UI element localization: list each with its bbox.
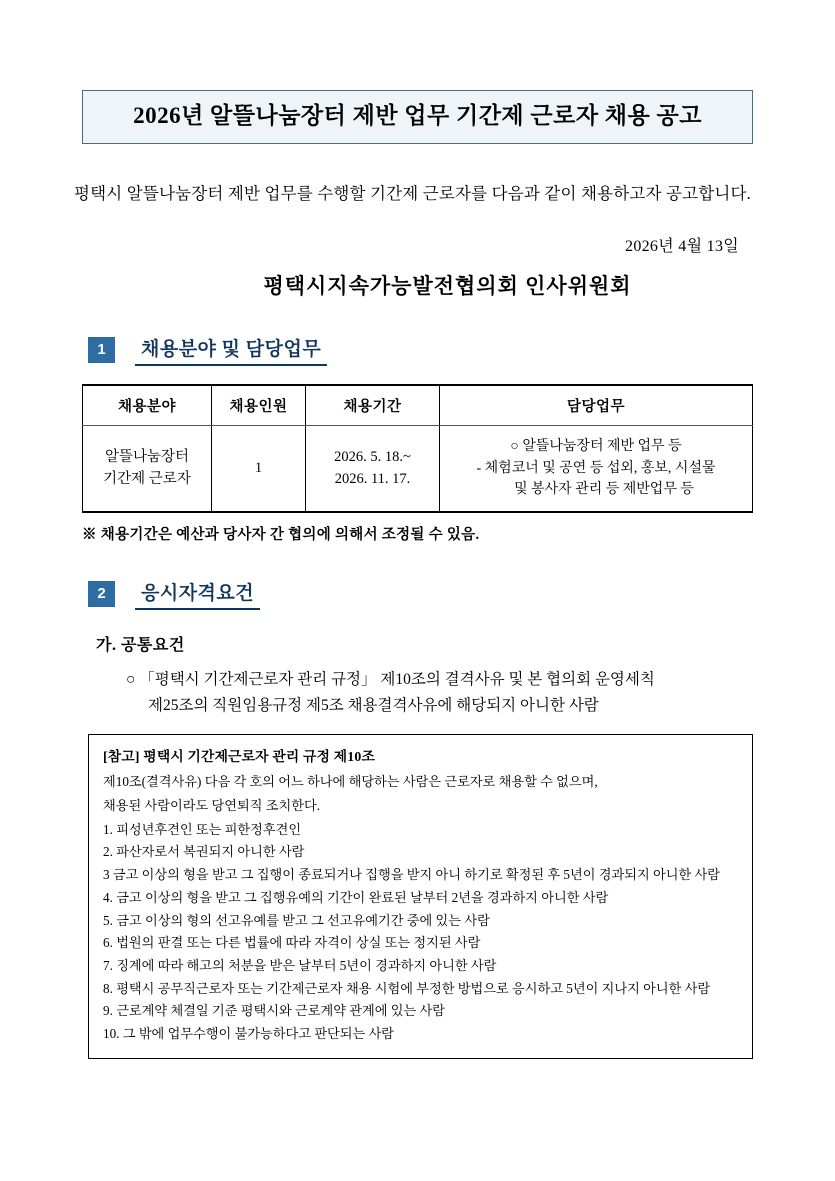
reference-lead-2: 채용된 사람이라도 당연퇴직 조치한다. [103, 797, 321, 813]
duty-line-1: ○ 알뜰나눔장터 제반 업무 등 [510, 438, 682, 454]
reference-item: 7. 징계에 따라 해고의 처분을 받은 날부터 5년이 경과하지 아니한 사람 [103, 957, 497, 973]
reference-item: 6. 법원의 판결 또는 다른 법률에 따라 자격이 상실 또는 정지된 사람 [103, 935, 481, 951]
reference-item: 1. 피성년후견인 또는 피한정후견인 [103, 821, 302, 837]
table-row [83, 425, 753, 512]
section-2-number: 2 [88, 581, 115, 607]
reference-lead-1: 제10조(결격사유) 다음 각 호의 어느 하나에 해당하는 사람은 근로자로 채용할 수 없으며, [103, 774, 598, 790]
reference-item: 5. 금고 이상의 형의 선고유예를 받고 그 선고유예기간 중에 있는 사람 [103, 912, 490, 928]
cell-field [83, 425, 212, 512]
header-period: 채용기간 [306, 385, 440, 426]
header-count: 채용인원 [212, 385, 306, 426]
reference-box [88, 734, 753, 1059]
announcement-date: 2026년 4월 13일 [625, 237, 739, 255]
document-title-box [82, 90, 753, 144]
section-2-title: 응시자격요건 [135, 578, 260, 610]
reference-item: 4. 금고 이상의 형을 받고 그 집행유예의 기간이 완료된 날부터 2년을 경과하지 아니한 사람 [103, 889, 609, 905]
table-header-row [83, 385, 753, 426]
header-duty: 담당업무 [440, 385, 753, 426]
cell-duty [440, 425, 753, 512]
cell-count: 1 [212, 425, 306, 512]
subsection-common-requirements: 가. 공통요건 [96, 636, 185, 654]
field-line-2: 기간제 근로자 [103, 471, 191, 488]
reference-item: 3 금고 이상의 형을 받고 그 집행이 종료되거나 집행을 받지 아니 하기로 확정된 후 5년이 경과되지 아니한 사람 [103, 867, 721, 883]
section-2-heading [74, 578, 761, 610]
cell-period [306, 425, 440, 512]
reference-item: 2. 파산자로서 복권되지 아니한 사람 [103, 844, 305, 860]
intro-paragraph: 평택시 알뜰나눔장터 제반 업무를 수행할 기간제 근로자를 다음과 같이 채용하고자 공고합니다. [74, 183, 751, 203]
page-title: 2026년 알뜰나눔장터 제반 업무 기간제 근로자 채용 공고 [133, 103, 702, 128]
period-line-1: 2026. 5. 18.~ [334, 448, 411, 465]
section-1-title: 채용분야 및 담당업무 [135, 334, 327, 366]
duty-line-2: - 체험코너 및 공연 등 섭외, 홍보, 시설물 [476, 460, 716, 476]
section-1-heading [74, 334, 761, 366]
duty-line-3: 및 봉사자 관리 등 제반업무 등 [514, 482, 694, 498]
common-requirement-bullet [126, 667, 761, 720]
reference-item: 9. 근로계약 체결일 기준 평택시와 근로계약 관계에 있는 사람 [103, 1003, 446, 1019]
bullet-line-1: ○ 「평택시 기간제근로자 관리 규정」 제10조의 결격사유 및 본 협의회 운영세칙 [126, 670, 655, 688]
field-line-1: 알뜰나눔장터 [104, 448, 190, 465]
reference-item: 10. 그 밖에 업무수행이 불가능하다고 판단되는 사람 [103, 1026, 395, 1042]
recruitment-table [82, 384, 753, 513]
table-note: ※ 채용기간은 예산과 당사자 간 협의에 의해서 조정될 수 있음. [82, 526, 480, 543]
section-1-number: 1 [88, 337, 115, 363]
reference-item: 8. 평택시 공무직근로자 또는 기간제근로자 채용 시험에 부정한 방법으로 응시하고 5년이 지나지 아니한 사람 [103, 980, 711, 996]
period-line-2: 2026. 11. 17. [334, 471, 411, 488]
header-field: 채용분야 [83, 385, 212, 426]
bullet-line-2: 제25조의 직원임용규정 제5조 채용결격사유에 해당되지 아니한 사람 [148, 697, 599, 715]
reference-title: [참고] 평택시 기간제근로자 관리 규정 제10조 [103, 748, 376, 764]
issuing-organization: 평택시지속가능발전협의회 인사위원회 [263, 273, 632, 298]
